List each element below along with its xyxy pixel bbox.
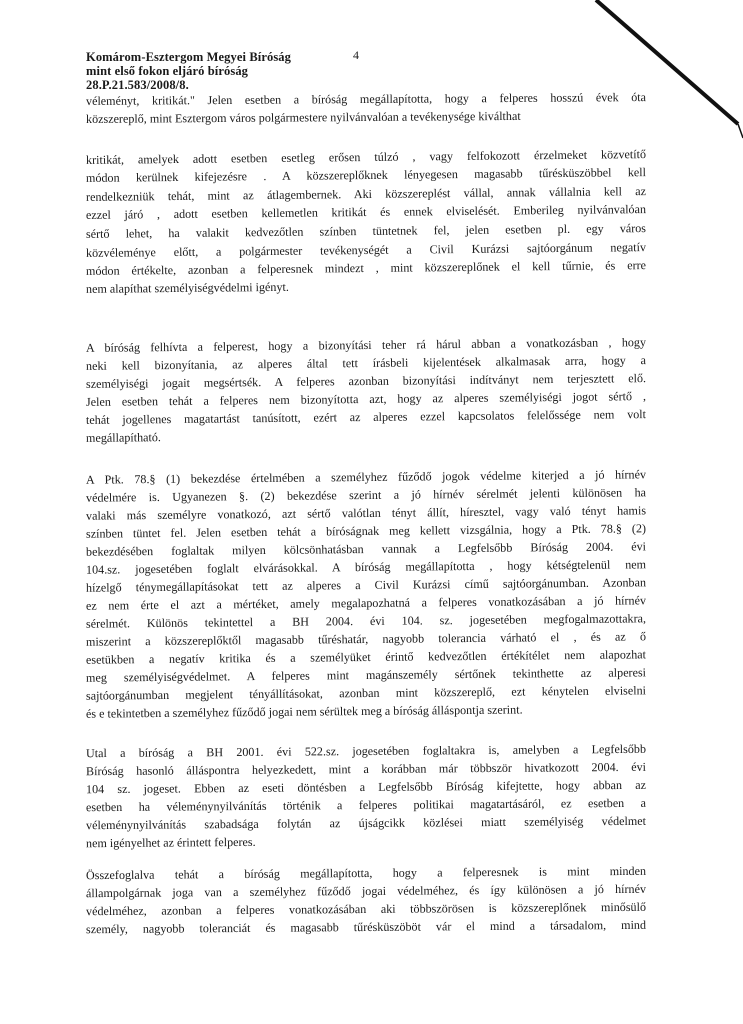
text-line: megállapítható. bbox=[85, 430, 161, 445]
text-line: A bíróság felhívta a felperest, hogy a bizonyítási teher rá hárul abban a vonatkozásban , hogy bbox=[85, 335, 647, 355]
text-line: valaki más személyre vonatkozó, azt sértő valótlan tényt állít, híresztel, vagy való tényt hamis bbox=[85, 503, 647, 523]
court-name: Komárom-Esztergom Megyei Bíróság bbox=[86, 50, 291, 64]
case-number: 28.P.21.583/2008/8. bbox=[86, 78, 189, 92]
text-line: személyiségi jogait megsértsék. A felperes azonban bizonyítási indítványt nem terjesztett elő. bbox=[85, 371, 647, 391]
text-line: esetben ha véleménynyilvánítás történik a felperes politikai magatartásáról, ez esetben a bbox=[85, 795, 647, 815]
text-line: Összefoglalva tehát a bíróság megállapította, hogy a felperesnek is mint minden bbox=[85, 863, 647, 883]
text-line: ez nem érte el azt a mértéket, amely megalapozhatná a felperes vonatkozásában a jó hírnév bbox=[85, 593, 647, 613]
text-line: bekezdésében foglaltak milyen kölcsönhatásban vannak a Legfelsőbb Bíróság 2004. évi bbox=[85, 539, 647, 559]
text-line: miszerint a közszereplőktől magasabb tűréshatár, nagyobb tolerancia várható el , és az ő bbox=[85, 629, 647, 649]
text-line: nem igényelhet az érintett felperes. bbox=[85, 834, 256, 851]
text-line: véleményt, kritikát." Jelen esetben a bíróság megállapította, hogy a felperes hosszú évek óta bbox=[85, 90, 647, 108]
text-line: Jelen esetben tehát a felperes nem bizonyította azt, hogy az alperes személyiségi jogot sértő , bbox=[85, 389, 647, 409]
text-line: közszereplő, mint Esztergom város polgármestere nyilvánvalóan a tevékenysége kiválthat bbox=[85, 108, 521, 126]
text-line: védelméhez, azonban a felperes vonatkozásában aki többszörösen is közszereplőnek minősülő bbox=[85, 899, 647, 919]
text-line: rendelkezniük tehát, mint az átlagembernek. Aki közszereplést vállal, annak vállalnia kell az bbox=[85, 184, 647, 204]
text-line: hízelgő ténymegállapításokat tett az alperes a Civil Kurázsi című sajtóorgánumban. Azonban bbox=[85, 575, 647, 595]
text-line: állampolgárnak joga van a személyhez fűződő jogai védelméhez, és így különösen a jó hírnév bbox=[85, 881, 647, 901]
text-line: 104 sz. jogeset. Ebben az eseti döntésben a Legfelsőbb Bíróság kifejtette, hogy abban az bbox=[85, 777, 647, 797]
text-line: Utal a bíróság a BH 2001. évi 522.sz. jogesetében foglaltakra is, amelyben a Legfelsőbb bbox=[85, 741, 647, 761]
text-line: sértő lehet, ha valakit kedvezőtlen színben tüntetnek fel, jelen esetben pl. egy város bbox=[85, 221, 647, 241]
court-role: mint első fokon eljáró bíróság bbox=[86, 64, 249, 78]
court-header bbox=[86, 50, 291, 92]
text-line: véleménynyilvánítás szabadsága folytán az újságcikk közlései miatt személyiség védelmet bbox=[85, 813, 647, 833]
text-line: Bíróság hasonló álláspontra helyezkedett, mint a korábban már többször hivatkozott 2004. évi bbox=[85, 759, 647, 779]
text-line: A Ptk. 78.§ (1) bekezdése értelmében a személyhez fűződő jogok védelme kiterjed a jó hírnév bbox=[85, 467, 647, 487]
text-line: neki kell bizonyítania, az alperes által tett írásbeli kijelentések alkalmasak arra, hogy a bbox=[85, 353, 647, 373]
text-line: tehát jogellenes magatartást tanúsított, ezért az alperes ezzel kapcsolatos felelőssége nem volt bbox=[85, 407, 647, 427]
text-line: színben tüntet fel. Jelen esetben tehát a bíróságnak meg kellett vizsgálnia, hogy a Ptk. 78.§ (2) bbox=[85, 521, 647, 541]
text-line: nem alapíthat személyiségvédelmi igényt. bbox=[85, 279, 289, 296]
text-line: 104.sz. jogesetében foglalt elvárásokkal. A bíróság megállapította , hogy kétségtelenül nem bbox=[85, 557, 647, 577]
text-line: meg személyiségvédelmet. A felperes mint magánszemély sértőnek tekinthette az alperesi bbox=[85, 665, 647, 685]
text-line: és e tekintetben a személyhez fűződő jogai nem sérültek meg a bíróság álláspontja szerint. bbox=[85, 702, 523, 721]
text-line: közvéleménye előtt, a polgármester tevékenységét a Civil Kurázsi sajtóorgánum negatív bbox=[85, 240, 647, 260]
text-line: kritikát, amelyek adott esetben esetleg erősen túlzó , vagy felfokozott érzelmeket közvetítő bbox=[85, 147, 647, 167]
text-line: személy, nagyobb toleranciát és magasabb tűrésküszöböt vár el mind a társadalom, mind bbox=[85, 917, 647, 937]
text-line: ezzel járó , adott esetben kellemetlen kritikát és ennek elviselését. Emberileg nyilvánvalóan bbox=[85, 202, 647, 222]
text-line: sérelmét. Különös tekintettel a BH 2004. évi 104. sz. jogesetében megfogalmazottakra, bbox=[85, 611, 647, 631]
page-number: 4 bbox=[353, 48, 359, 62]
text-line: esetükben a negatív kritika és a személyüket érintő kedvezőtlen értékítélet nem alapozhat bbox=[85, 647, 647, 667]
text-line: módon kerülnek kifejezésre . A közszereplőknek lényegesen magasabb tűrésküszöbbel kell bbox=[85, 165, 647, 185]
text-line: védelmére is. Ugyanezen §. (2) bekezdése szerint a jó hírnév sérelmét jelenti különösen ha bbox=[85, 485, 647, 505]
text-line: sajtóorgánumban megjelent tényállításokat, azonban mint közszereplő, ezt kénytelen elviselni bbox=[85, 683, 647, 703]
text-line: módon értékelte, azonban a felperesnek mindezt , mint közszereplőnek el kell tűrnie, és erre bbox=[85, 258, 647, 278]
